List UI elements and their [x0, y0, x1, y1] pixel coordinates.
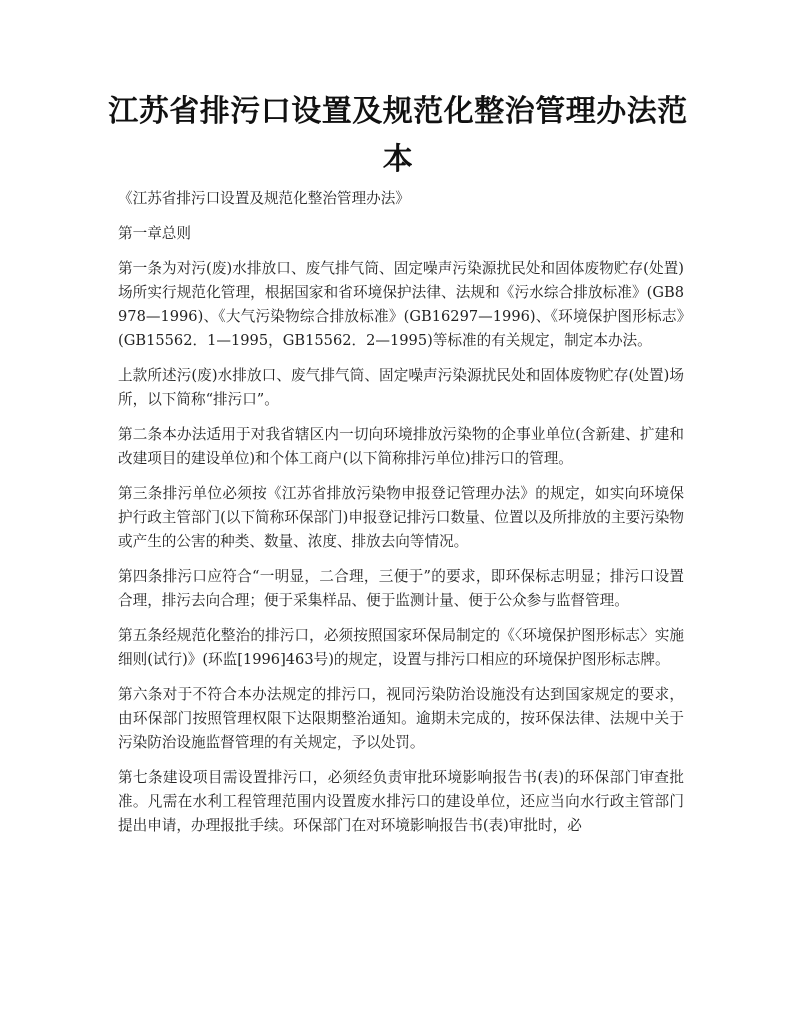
paragraph-article-1: 第一条为对污(废)水排放口、废气排气筒、固定噪声污染源扰民处和固体废物贮存(处置)场所实行规范化管理，根据国家和省环境保护法律、法规和《污水综合排放标准》(GB8978—1996)、《大气污染物综合排放标准》(GB16297—1996)、《环境保护图形标志》(GB15562．1—1995，GB15562．2—1995)等标准的有关规定，制定本办法。: [118, 260, 684, 349]
paragraph-article-3: 第三条排污单位必须按《江苏省排放污染物申报登记管理办法》的规定，如实向环境保护行政主管部门(以下简称环保部门)申报登记排污口数量、位置以及所排放的主要污染物或产生的公害的种类、数量、浓度、排放去向等情况。: [118, 485, 684, 550]
paragraph-article-4: 第四条排污口应符合“一明显，二合理，三便于”的要求，即环保标志明显；排污口设置合理，排污去向合理；便于采集样品、便于监测计量、便于公众参与监督管理。: [118, 568, 684, 609]
paragraph-article-2: 第二条本办法适用于对我省辖区内一切向环境排放污染物的企事业单位(含新建、扩建和改建项目的建设单位)和个体工商户(以下简称排污单位)排污口的管理。: [118, 426, 684, 467]
paragraph-article-1-note: 上款所述污(废)水排放口、废气排气筒、固定噪声污染源扰民处和固体废物贮存(处置)场所，以下简称“排污口”。: [118, 367, 684, 408]
document-body: [118, 187, 684, 849]
paragraph-article-5: 第五条经规范化整治的排污口，必须按照国家环保局制定的《〈环境保护图形标志〉实施细则(试行)》(环监[1996]463号)的规定，设置与排污口相应的环境保护图形标志牌。: [118, 627, 684, 668]
paragraph-chapter-heading: 第一章总则: [118, 225, 191, 242]
paragraph-article-7: 第七条建设项目需设置排污口，必须经负责审批环境影响报告书(表)的环保部门审查批准。凡需在水利工程管理范围内设置废水排污口的建设单位，还应当向水行政主管部门提出申请，办理报批手续。环保部门在对环境影响报告书(表)审批时，必: [118, 769, 684, 834]
paragraph-article-6: 第六条对于不符合本办法规定的排污口，视同污染防治设施没有达到国家规定的要求，由环保部门按照管理权限下达限期整治通知。逾期未完成的，按环保法律、法规中关于污染防治设施监督管理的有关规定，予以处罚。: [118, 686, 684, 751]
document-title: 江苏省排污口设置及规范化整治管理办法范本: [108, 94, 688, 177]
paragraph-reference-title: 《江苏省排污口设置及规范化整治管理办法》: [118, 190, 410, 207]
